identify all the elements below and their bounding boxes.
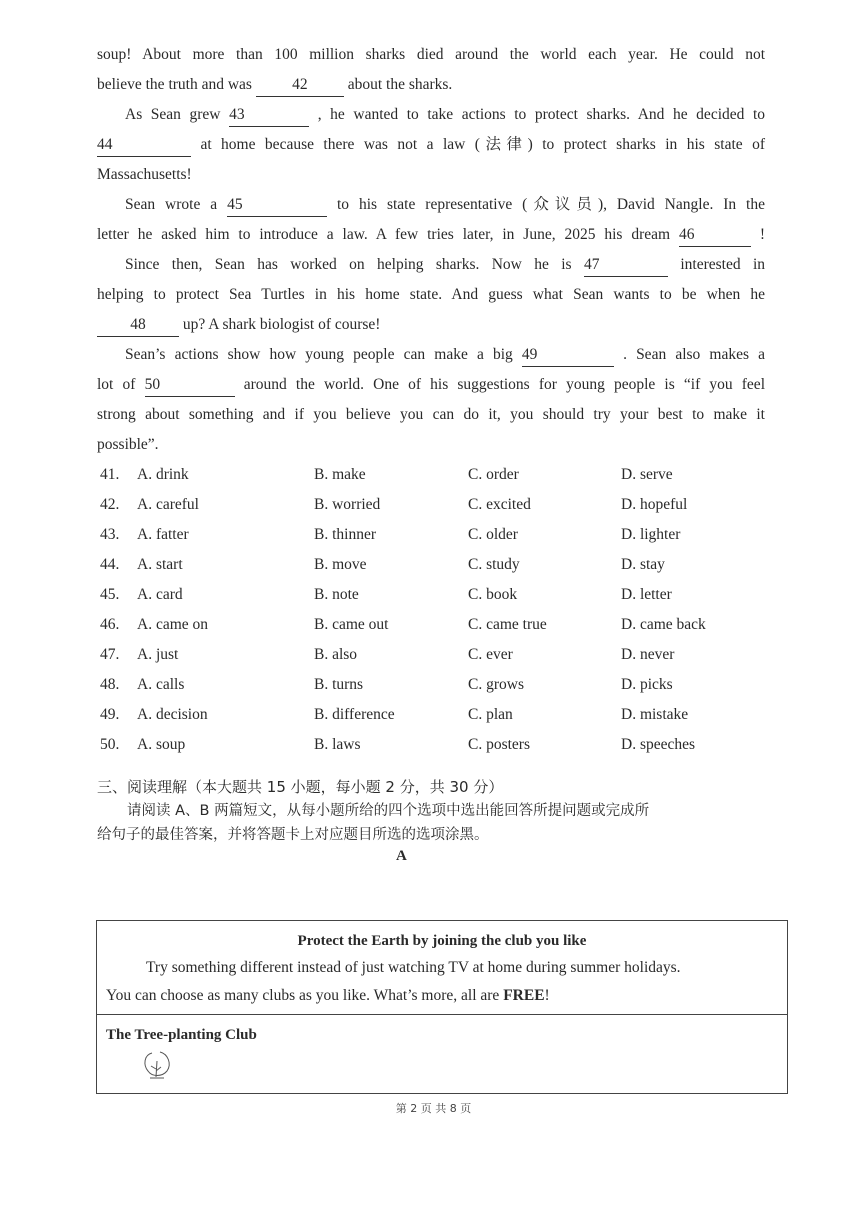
- option-d: D. lighter: [621, 526, 681, 543]
- passage-text: around the world. One of his suggestions for young people is “if you feel: [243, 376, 765, 393]
- ad-box-divider: [96, 1014, 788, 1015]
- section-instructions-2: 给句子的最佳答案，并将答题卡上对应题目所选的选项涂黑。: [97, 827, 489, 843]
- question-number: 48.: [100, 676, 120, 693]
- passage-line-1: [97, 40, 765, 70]
- passage-text: lot of: [97, 376, 136, 393]
- question-number: 41.: [100, 466, 120, 483]
- question-number: 44.: [100, 556, 120, 573]
- option-c: C. ever: [468, 646, 513, 663]
- option-d: D. serve: [621, 466, 673, 483]
- section-title: 三、阅读理解（本大题共 15 小题，每小题 2 分，共 30 分）: [97, 778, 504, 796]
- blank-47: 47: [584, 254, 668, 277]
- blank-43: 43: [229, 104, 309, 127]
- question-number: 46.: [100, 616, 120, 633]
- passage-line-5: [97, 160, 765, 190]
- option-c: C. grows: [468, 676, 524, 693]
- passage-text: interested in: [680, 256, 766, 273]
- passage-text: Since then, Sean has worked on helping sharks. Now he is: [125, 256, 572, 273]
- option-row-44: [97, 550, 777, 580]
- option-row-46: [97, 610, 777, 640]
- question-number: 49.: [100, 706, 120, 723]
- tree-sketch-icon: [140, 1047, 176, 1087]
- option-a: A. drink: [137, 466, 189, 483]
- question-number: 43.: [100, 526, 120, 543]
- option-c: C. study: [468, 556, 520, 573]
- option-row-47: [97, 640, 777, 670]
- passage-line-13: [97, 400, 765, 430]
- passage-text: at home because there was not a law (法律) to protect sharks in his state of: [200, 136, 765, 153]
- option-b: B. note: [314, 586, 359, 603]
- option-d: D. hopeful: [621, 496, 688, 513]
- option-b: B. difference: [314, 706, 395, 723]
- option-a: A. came on: [137, 616, 209, 633]
- passage-text: about the sharks.: [347, 76, 453, 93]
- passage-line-6: [97, 190, 765, 220]
- passage-text: letter he asked him to introduce a law. A few tries later, in June, 2025 his dream: [97, 226, 671, 243]
- blank-42: 42: [256, 74, 344, 97]
- option-a: A. careful: [137, 496, 199, 513]
- option-c: C. posters: [468, 736, 530, 753]
- option-a: A. decision: [137, 706, 208, 723]
- passage-line-4: [97, 130, 765, 160]
- option-c: C. older: [468, 526, 518, 543]
- section-instructions-1: 请阅读 A、B 两篇短文，从每小题所给的四个选项中选出能回答所提问题或完成所: [127, 803, 650, 819]
- question-number: 42.: [100, 496, 120, 513]
- passage-line-8: [97, 250, 765, 280]
- option-d: D. letter: [621, 586, 672, 603]
- passage-text: up? A shark biologist of course!: [182, 316, 381, 333]
- question-number: 45.: [100, 586, 120, 603]
- option-c: C. came true: [468, 616, 547, 633]
- option-d: D. came back: [621, 616, 706, 633]
- blank-49: 49: [522, 344, 614, 367]
- passage-text: possible”.: [97, 436, 159, 453]
- passage-line-10: [97, 310, 765, 340]
- option-b: B. move: [314, 556, 367, 573]
- blank-46: 46: [679, 224, 751, 247]
- passage-text: helping to protect Sea Turtles in his home state. And guess what Sean wants to be when he: [97, 286, 765, 303]
- option-d: D. picks: [621, 676, 673, 693]
- option-c: C. excited: [468, 496, 531, 513]
- option-d: D. speeches: [621, 736, 696, 753]
- question-number: 47.: [100, 646, 120, 663]
- option-row-41: [97, 460, 777, 490]
- option-b: B. turns: [314, 676, 364, 693]
- option-a: A. start: [137, 556, 183, 573]
- passage-line-11: [97, 340, 765, 370]
- page-footer: 第 2 页 共 8 页: [395, 1102, 472, 1115]
- passage-text: to his state representative (众议员), David Nangle. In the: [336, 196, 765, 213]
- blank-50: 50: [145, 374, 235, 397]
- question-number: 50.: [100, 736, 120, 753]
- passage-text: Sean wrote a: [125, 196, 218, 213]
- ad-title: Protect the Earth by joining the club you like: [297, 933, 587, 949]
- passage-text: believe the truth and was: [97, 76, 252, 93]
- passage-text: , he wanted to take actions to protect sharks. And he decided to: [317, 106, 766, 123]
- passage-line-3: [97, 100, 765, 130]
- ad-line-2: [106, 982, 778, 1010]
- option-d: D. stay: [621, 556, 665, 573]
- option-a: A. calls: [137, 676, 185, 693]
- blank-44: 44: [97, 134, 191, 157]
- option-c: C. order: [468, 466, 519, 483]
- option-a: A. card: [137, 586, 183, 603]
- passage-text: strong about something and if you believe you can do it, you should try your best to make it: [97, 406, 765, 423]
- option-b: B. worried: [314, 496, 381, 513]
- option-b: B. make: [314, 466, 366, 483]
- blank-45: 45: [227, 194, 327, 217]
- option-b: B. came out: [314, 616, 389, 633]
- option-c: C. plan: [468, 706, 513, 723]
- club-title-tree-planting: The Tree-planting Club: [106, 1027, 257, 1043]
- passage-text: . Sean also makes a: [623, 346, 766, 363]
- free-label: FREE: [503, 987, 545, 1004]
- part-label: A: [396, 848, 407, 864]
- option-row-49: [97, 700, 777, 730]
- option-row-50: [97, 730, 777, 760]
- option-d: D. never: [621, 646, 675, 663]
- option-a: A. just: [137, 646, 179, 663]
- passage-text: As Sean grew: [125, 106, 221, 123]
- option-b: B. laws: [314, 736, 361, 753]
- passage-text: soup! About more than 100 million sharks died around the world each year. He could not: [97, 46, 765, 63]
- passage-line-7: [97, 220, 765, 250]
- option-a: A. fatter: [137, 526, 189, 543]
- ad-text: You can choose as many clubs as you like. What’s more, all are: [106, 987, 500, 1004]
- blank-48: 48: [97, 314, 179, 337]
- passage-line-12: [97, 370, 765, 400]
- option-c: C. book: [468, 586, 518, 603]
- option-row-42: [97, 490, 777, 520]
- ad-line-1: Try something different instead of just watching TV at home during summer holidays.: [146, 959, 681, 976]
- passage-line-2: [97, 70, 765, 100]
- option-row-45: [97, 580, 777, 610]
- passage-text: Sean’s actions show how young people can make a big: [125, 346, 513, 363]
- option-d: D. mistake: [621, 706, 689, 723]
- option-b: B. also: [314, 646, 358, 663]
- option-b: B. thinner: [314, 526, 376, 543]
- ad-text: !: [544, 987, 550, 1004]
- passage-line-14: [97, 430, 765, 460]
- passage-text: Massachusetts!: [97, 166, 192, 183]
- passage-text: !: [759, 226, 766, 243]
- passage-line-9: [97, 280, 765, 310]
- option-a: A. soup: [137, 736, 186, 753]
- option-row-43: [97, 520, 777, 550]
- option-row-48: [97, 670, 777, 700]
